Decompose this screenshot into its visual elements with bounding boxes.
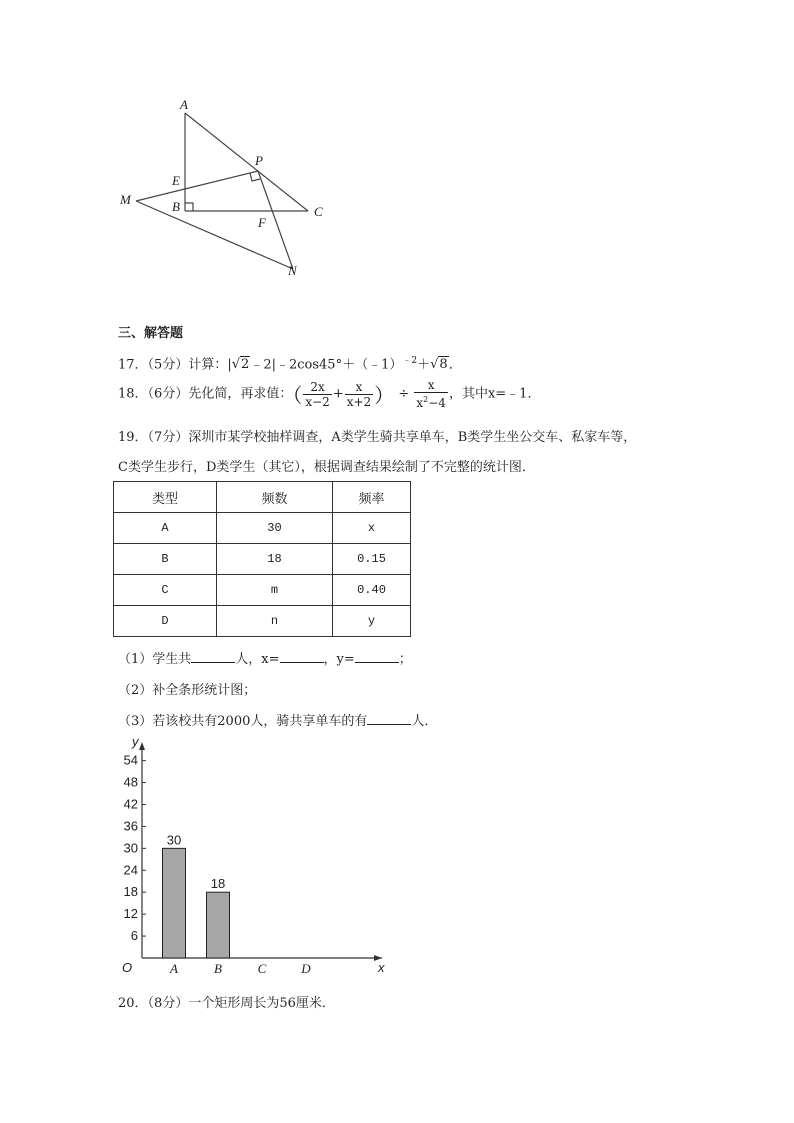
data-label-B: 18 (210, 876, 226, 892)
q17-number: 17． (118, 357, 148, 373)
sqrt-2: √2 (231, 357, 250, 373)
bar-A (163, 848, 186, 958)
label-C: C (314, 204, 323, 219)
table-row (114, 575, 411, 606)
table-cell: x (333, 513, 411, 544)
table-cell: B (114, 544, 217, 575)
geometry-figure (100, 90, 340, 290)
q19-sub-2: （2）补全条形统计图； (118, 683, 257, 698)
header-frequency: 频数 (217, 482, 333, 513)
header-type: 类型 (114, 482, 217, 513)
q17-end: ． (448, 357, 462, 373)
q17-exponent: ﹣2 (402, 356, 418, 366)
y-axis-label: y (132, 734, 139, 749)
q18-label: 先化简，再求值： (188, 386, 293, 402)
q17-plus: ＋ (417, 357, 431, 373)
x-tick-label: C (257, 961, 267, 976)
x-tick-label: A (170, 961, 178, 976)
table-cell: m (217, 575, 333, 606)
fraction-x-over-x2-minus-4: $\frac{x}{x^2-4}$ (416, 378, 446, 410)
table-header-row (114, 482, 411, 513)
abs-bar-left: | (227, 357, 232, 373)
table-row (114, 606, 411, 637)
y-tick-label: 12 (123, 906, 138, 922)
answer-blank[interactable] (367, 712, 411, 725)
answer-blank[interactable] (355, 650, 399, 663)
x-axis-label: x (378, 960, 385, 975)
y-tick-label: 36 (123, 818, 138, 834)
q17-cos-term: ﹣2cos45°＋（﹣1） (275, 357, 403, 373)
q19-sub-1: （1）学生共 人，x= ，y= ； (118, 652, 412, 667)
q18-divide: ÷ (398, 386, 410, 402)
q19-sub-3: （3）若该校共有2000人，骑共享单车的有 人． (118, 714, 438, 729)
y-tick-label: 30 (123, 840, 138, 856)
table-cell: C (114, 575, 217, 606)
y-tick-label: 24 (123, 862, 138, 878)
q18-points: （6分） (147, 386, 189, 402)
abs-bar-right: | (271, 357, 276, 373)
q18-number: 18． (118, 386, 148, 402)
q18-tail: ，其中x=﹣1． (448, 386, 541, 402)
label-N: N (288, 263, 297, 278)
label-E: E (172, 173, 180, 188)
right-angle-B (185, 203, 193, 211)
label-A: A (180, 97, 188, 112)
y-tick-label: 18 (123, 884, 138, 900)
q18-plus: + (332, 386, 344, 402)
right-angle-P (250, 173, 260, 181)
table-row (114, 513, 411, 544)
bar-chart (110, 732, 400, 980)
y-axis-arrow (139, 742, 145, 750)
sqrt-8: √8 (430, 357, 448, 373)
fraction-2x-over-x-minus-2: $\frac{2x}{x-2}$ (305, 379, 330, 409)
table-cell: 0.40 (333, 575, 411, 606)
question-20: 20．（8分）一个矩形周长为56厘米． (118, 996, 335, 1011)
q18-lparen: （ (292, 383, 303, 408)
q17-minus-2: ﹣2 (250, 357, 272, 373)
table-cell: D (114, 606, 217, 637)
question-17 (118, 353, 462, 372)
table-cell: 0.15 (333, 544, 411, 575)
segment-MP (136, 171, 258, 201)
bar-B (207, 892, 230, 958)
fraction-x-over-x-plus-2: $\frac{x}{x+2}$ (346, 379, 372, 409)
x-tick-label: B (214, 961, 222, 976)
q18-rparen: ） (374, 383, 395, 408)
answer-blank[interactable] (191, 650, 235, 663)
table-cell: 30 (217, 513, 333, 544)
y-tick-label: 6 (130, 928, 138, 944)
table-cell: y (333, 606, 411, 637)
frequency-table (113, 481, 411, 637)
y-tick-label: 42 (123, 796, 138, 812)
q19-line-2: C类学生步行，D类学生（其它），根据调查结果绘制了不完整的统计图． (118, 460, 535, 475)
table-cell: A (114, 513, 217, 544)
label-B: B (172, 199, 180, 214)
table-cell: 18 (217, 544, 333, 575)
table-cell: n (217, 606, 333, 637)
y-tick-label: 54 (123, 752, 138, 768)
answer-blank[interactable] (280, 650, 324, 663)
origin-label: O (122, 960, 133, 975)
x-tick-label: D (301, 961, 311, 976)
header-rate: 频率 (333, 482, 411, 513)
table-row (114, 544, 411, 575)
q17-points: （5分） (147, 357, 189, 373)
y-tick-label: 48 (123, 774, 138, 790)
q17-label: 计算： (188, 357, 228, 373)
section-title: 三、解答题 (118, 326, 184, 341)
label-F: F (258, 215, 266, 230)
q19-line-1: 19．（7分）深圳市某学校抽样调查，A类学生骑共享单车，B类学生坐公交车、私家车等， (118, 430, 637, 445)
data-label-A: 30 (166, 832, 182, 848)
label-M: M (120, 192, 131, 207)
segment-AC (185, 113, 308, 211)
label-P: P (255, 153, 263, 168)
question-18 (118, 378, 540, 410)
